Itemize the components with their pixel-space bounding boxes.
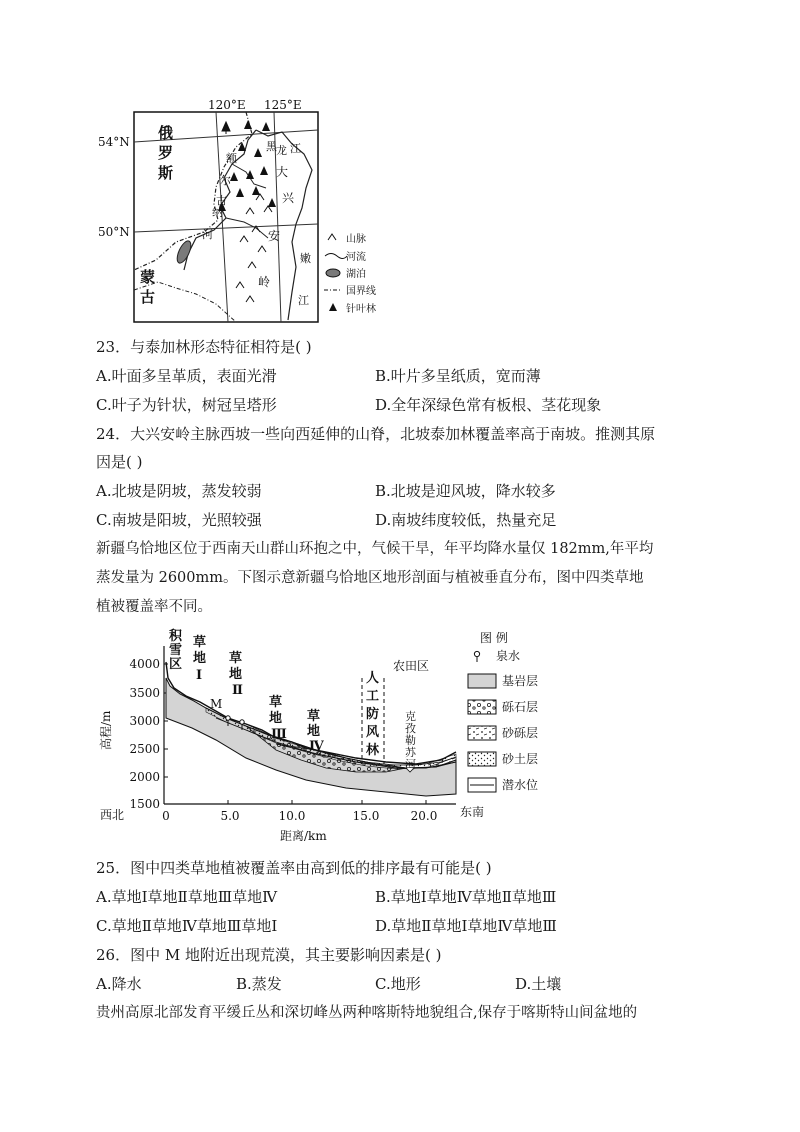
country-russia-3: 斯 <box>158 164 174 182</box>
q23-option-d[interactable]: D.全年深绿色常有板根、茎花现象 <box>375 396 602 414</box>
mountain-icon <box>328 234 336 240</box>
name-er: 尔 <box>220 174 231 187</box>
spring-icon <box>474 651 479 656</box>
name-jiang2: 江 <box>298 294 309 307</box>
q23-option-b[interactable]: B.叶片多呈纸质，宽而薄 <box>375 367 541 385</box>
zone-river-1: 克 <box>405 710 416 723</box>
q24-stem-line1: 24．大兴安岭主脉西坡一些向西延伸的山脊，北坡泰加林覆盖率高于南坡。推测其原 <box>96 425 656 443</box>
lon-label-120: 120°E <box>208 98 246 112</box>
zone-g1-2: 地 <box>193 651 207 666</box>
name-gu: 古 <box>216 194 227 207</box>
zone-snow-2: 雪 <box>169 643 183 658</box>
legend-label-border: 国界线 <box>346 286 376 297</box>
map-legend <box>324 232 376 315</box>
lon-label-125: 125°E <box>264 98 302 112</box>
zone-g2-2: 地 <box>229 667 243 682</box>
terrain-section-figure <box>96 622 566 844</box>
xtick-0: 0 <box>162 809 170 823</box>
name-hei: 黑 <box>266 140 277 153</box>
gravel-icon <box>468 700 496 714</box>
zone-river-3: 勒 <box>405 734 416 747</box>
legend-label-river: 河流 <box>346 252 366 263</box>
zone-windbreak-5: 林 <box>366 743 380 758</box>
left-direction: 西北 <box>100 808 125 822</box>
zone-g1-1: 草 <box>193 635 207 650</box>
name-da: 大 <box>276 165 289 179</box>
q25-option-a[interactable]: A.草地Ⅰ草地Ⅱ草地Ⅲ草地Ⅳ <box>96 888 278 906</box>
country-mongolia-2: 古 <box>140 288 156 306</box>
ytick-3000: 3000 <box>129 714 160 728</box>
country-mongolia-1: 蒙 <box>140 268 156 286</box>
zone-farm: 农田区 <box>393 659 430 673</box>
q23-stem: 23．与泰加林形态特征相符是( ) <box>96 338 312 356</box>
m-location-label: M <box>210 697 223 711</box>
legend-label-bedrock: 基岩层 <box>502 674 539 688</box>
name-ling: 岭 <box>258 275 271 289</box>
intro2-line2: 蒸发量为 2600mm。下图示意新疆乌恰地区地形剖面与植被垂直分布，图中四类草地 <box>96 570 644 586</box>
zone-river-4: 苏 <box>405 746 416 759</box>
zone-g3-2: 地 <box>269 711 283 726</box>
name-xing: 兴 <box>282 191 295 205</box>
legend-label-sandgravel: 砂砾层 <box>502 726 539 740</box>
zone-g2-1: 草 <box>229 651 243 666</box>
legend-label-spring: 泉水 <box>496 649 521 663</box>
river-icon <box>325 254 347 259</box>
name-na: 纳 <box>212 206 223 219</box>
q25-option-d[interactable]: D.草地Ⅱ草地Ⅰ草地Ⅳ草地Ⅲ <box>375 917 557 935</box>
intro3-line1: 贵州高原北部发育平缓丘丛和深切峰丛两种喀斯特地貌组合,保存于喀斯特山间盆地的 <box>96 1005 638 1021</box>
legend-title: 图 例 <box>480 631 508 645</box>
zone-g4-3: Ⅳ <box>309 739 324 754</box>
zone-windbreak-1: 人 <box>366 671 380 686</box>
legend-label-lake: 湖泊 <box>346 269 366 280</box>
name-jiang1: 江 <box>290 142 301 155</box>
y-axis-label: 高程/m <box>99 710 113 750</box>
x-axis-label: 距离/km <box>280 829 327 843</box>
section-legend <box>468 630 538 792</box>
bedrock-icon <box>468 674 496 688</box>
q26-option-a[interactable]: A.降水 <box>96 975 142 993</box>
name-nen: 嫩 <box>300 252 311 265</box>
zone-g1-3: Ⅰ <box>196 668 203 683</box>
zone-g3-1: 草 <box>269 695 283 710</box>
intro2-line3: 植被覆盖率不同。 <box>96 599 212 615</box>
q24-option-d[interactable]: D.南坡纬度较低，热量充足 <box>375 511 557 529</box>
q24-option-b[interactable]: B.北坡是迎风坡，降水较多 <box>375 482 556 500</box>
q26-option-b[interactable]: B.蒸发 <box>236 975 282 993</box>
conifer-icon <box>329 303 337 311</box>
xtick-5: 5.0 <box>220 809 240 823</box>
zone-windbreak-2: 工 <box>366 689 380 704</box>
ytick-4000: 4000 <box>129 657 160 671</box>
sandgravel-icon <box>468 726 496 740</box>
lat-label-54: 54°N <box>98 135 130 149</box>
name-e: 额 <box>226 152 237 165</box>
taiga-map <box>96 92 396 332</box>
zone-windbreak-4: 风 <box>366 725 380 740</box>
zone-river-2: 孜 <box>405 722 416 735</box>
country-russia-2: 罗 <box>158 144 174 162</box>
q23-option-c[interactable]: C.叶子为针状，树冠呈塔形 <box>96 396 277 414</box>
zone-snow-1: 积 <box>169 629 183 644</box>
legend-label-watertable: 潜水位 <box>502 778 539 792</box>
q25-option-c[interactable]: C.草地Ⅱ草地Ⅳ草地Ⅲ草地Ⅰ <box>96 917 278 935</box>
legend-label-gravel: 砾石层 <box>502 700 539 714</box>
xtick-10: 10.0 <box>278 809 306 823</box>
lat-label-50: 50°N <box>98 225 130 239</box>
name-he: 河 <box>202 228 213 241</box>
right-direction: 东南 <box>460 805 485 819</box>
ytick-3500: 3500 <box>129 686 160 700</box>
intro2-line1: 新疆乌恰地区位于西南天山群山环抱之中，气候干旱，年平均降水量仅 182mm,年平均 <box>96 541 654 557</box>
zone-river-5: 河 <box>405 758 416 771</box>
taiga-map-figure <box>96 92 396 332</box>
zone-g4-2: 地 <box>307 724 321 739</box>
q26-stem: 26．图中 M 地附近出现荒漠，其主要影响因素是( ) <box>96 946 442 964</box>
xtick-20: 20.0 <box>410 809 438 823</box>
q26-option-c[interactable]: C.地形 <box>375 975 421 993</box>
legend-label-mountain: 山脉 <box>346 234 366 245</box>
zone-g3-3: Ⅲ <box>271 727 287 742</box>
zone-g4-1: 草 <box>307 709 321 724</box>
zone-windbreak-3: 防 <box>366 707 380 722</box>
ytick-2000: 2000 <box>129 770 160 784</box>
q25-stem: 25．图中四类草地植被覆盖率由高到低的排序最有可能是( ) <box>96 859 492 877</box>
zone-g2-3: Ⅱ <box>232 683 243 698</box>
q24-option-c[interactable]: C.南坡是阳坡，光照较强 <box>96 511 262 529</box>
terrain-section <box>96 622 566 844</box>
zone-snow-3: 区 <box>169 657 183 672</box>
ytick-1500: 1500 <box>129 797 160 811</box>
name-long: 龙 <box>276 144 287 157</box>
q23-option-a[interactable]: A.叶面多呈革质，表面光滑 <box>96 367 277 385</box>
legend-label-sandsoil: 砂土层 <box>502 752 539 766</box>
q24-option-a[interactable]: A.北坡是阴坡，蒸发较弱 <box>96 482 262 500</box>
ytick-2500: 2500 <box>129 742 160 756</box>
sandsoil-icon <box>468 752 496 766</box>
q24-stem-line2: 因是( ) <box>96 453 143 471</box>
lake-icon <box>326 269 340 277</box>
q26-option-d[interactable]: D.土壤 <box>515 975 562 993</box>
legend-label-conifer: 针叶林 <box>346 304 376 315</box>
q25-option-b[interactable]: B.草地Ⅰ草地Ⅳ草地Ⅱ草地Ⅲ <box>375 888 557 906</box>
name-an: 安 <box>268 229 281 243</box>
country-russia-1: 俄 <box>158 124 174 142</box>
xtick-15: 15.0 <box>352 809 380 823</box>
